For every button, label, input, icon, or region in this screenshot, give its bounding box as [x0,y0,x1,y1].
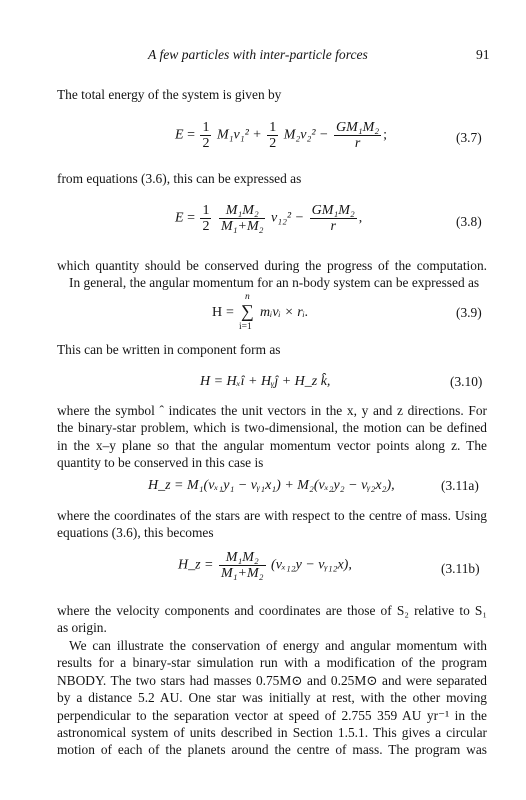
text-line: NBODY. The two stars had masses 0.75M⊙ and 0.25M⊙ and were separated [57,672,487,688]
sum-upper-limit: n [245,292,250,302]
eq-lhs: H [212,305,223,320]
frac-den: M₁+M₂ [221,566,264,581]
frac-num: 1 [202,120,210,135]
frac-den: 2 [202,136,210,151]
eq-term: M₁v₁² + [216,127,262,143]
equation-number-3-7: (3.7) [456,130,482,145]
equation-number-3-11b: (3.11b) [441,561,480,576]
eq-tail: , [358,210,363,226]
text-line: quantity to be conserved in this case is [57,455,264,471]
text-line: the binary-star problem, which is two-dimensional, the motion can be defined [57,420,487,436]
paragraph-velocity-components [57,602,487,637]
equation-number-3-11a: (3.11a) [441,478,479,493]
frac-num: GM₁M₂ [336,120,380,135]
eq-term: v₁₂² − [270,210,305,226]
fraction [267,120,278,151]
running-title: A few particles with inter-particle forces [148,47,368,62]
text-line: We can illustrate the conservation of energy and angular momentum with [69,638,487,653]
paragraph-total-energy [57,86,487,103]
equation-3-11b [178,550,352,581]
equation-number-3-10: (3.10) [450,374,483,389]
text-line: which quantity should be conserved during the progress of the computation. [57,258,487,273]
frac-den: r [354,136,361,151]
page-header [0,47,526,63]
eq-term: mᵢvᵢ × rᵢ. [260,305,309,320]
paragraph-unit-vectors [57,402,487,472]
fraction [200,120,211,151]
sum-lower-limit: i=1 [239,322,252,332]
fraction [219,203,266,234]
frac-num: 1 [269,120,277,135]
fraction [310,203,357,234]
frac-den: 2 [202,219,210,234]
text-line: results for a binary-star simulation run with a modification of the program [57,655,487,671]
eq-lhs: E [175,210,184,226]
paragraph-conserved [57,257,487,292]
text-line: perpendicular to the separation vector at speed of 2.755 359 AU yr⁻¹ in the [57,707,487,723]
fraction [219,550,266,581]
paragraph-component-form [57,341,487,358]
sigma-icon: ∑ [241,301,254,321]
frac-num: M₁M₂ [219,203,266,219]
frac-num: GM₁M₂ [311,203,355,218]
paragraph-centre-of-mass [57,507,487,542]
equation-3-8: E = $\frac{1}{2}$ $\frac{\text{M₁M₂}}{\text{M₁+M₂}}$ v₁₂² − $\frac{\text{GM₁M₂}}{r}$ , [175,203,363,234]
text-line: motion of each of the planets around the centre of mass. The program was [57,742,487,758]
book-page: A few particles with inter-particle forces 91 The total energy of the system is given by E = $\frac{1}{2}$ M₁v₁² + $\frac{1}{2}$ M₂v₂² − $\frac{\text{GM₁M₂}}{r}$ ; (3.7) from equations (3.6), this can be expressed as E = $\frac{1}{2}$ $\frac{\text{M₁M₂}}{\text{M₁+M₂}}$ v₁₂² − $\frac{\text{GM₁M₂}}{r}$ , (3.8) which quantity should be conserved during the progress of the computation. In general, the angular momentum for an n-body system can be expressed as H = n ∑ i=1 mᵢvᵢ × rᵢ. (3.9) This can be written in component form as H = Hₓî + Hᵧĵ + H_z k̂, (3.10) where the symbol ˆ indicates the unit vectors in the x, y and z directions. For the binary-star problem, which is two-dimensional, the motion can be defined in the x–y plane so that the angular momentum vector points along z. The quantity to be conserved in this case is H_z = M₁(vₓ₁y₁ − vᵧ₁x₁) + M₂(vₓ₂y₂ − vᵧ₂x₂), (3.11a) where the coordinates of the stars are with respect to the centre of mass. Using equations (3.6), this becomes H_z = $\frac{\text{M₁M₂}}{\text{M₁+M₂}}$ (vₓ₁₂y − vᵧ₁₂x), (3.11b) where the velocity components and coordinates are those of S₂ relative to S₁ as origin. We can illustrate the conservation of energy and angular momentum with results for a binary-star simulation run with a modification of the program NBODY. The two stars had masses 0.75M⊙ and 0.25M⊙ and were separated by a distance 5.2 AU. One star was initially at rest, with the other moving perpendicular to the separation vector at speed of 2.755 359 AU yr⁻¹ in the astronomical system of units described in Section 1.5.1. This gives a circular motion of each of the planets around the centre of mass. The program was [0,0,526,800]
frac-num: M₁M₂ [219,550,266,566]
frac-den: 2 [269,136,277,151]
text-line: In general, the angular momentum for an n-body system can be expressed as [69,275,480,291]
equation-3-11a: H_z = M₁(vₓ₁y₁ − vᵧ₁x₁) + M₂(vₓ₂y₂ − vᵧ₂x₂), [148,478,395,493]
fraction [200,203,211,234]
paragraph-expressed [57,170,487,187]
equation-number-3-9: (3.9) [456,305,482,320]
eq-tail: ; [383,127,388,143]
text-line: where the velocity components and coordinates are those of S₂ relative to S₁ [57,603,487,618]
text-line: equations (3.6), this becomes [57,525,214,541]
frac-num: 1 [202,203,210,218]
eq-lhs: H_z = [178,557,214,573]
text-line: where the symbol ˆ indicates the unit vectors in the x, y and z directions. For [57,403,487,418]
frac-den: r [330,219,336,234]
text-line: astronomical system of units described in Section 1.5.1. This gives a circular [57,724,487,740]
text-line: in the x–y plane so that the angular momentum vector points along z. The [57,437,487,453]
frac-den: M₁+M₂ [220,219,264,234]
eq-lhs: E [175,127,184,143]
fraction [334,120,381,151]
equation-number-3-8: (3.8) [456,214,482,229]
page-number: 91 [476,47,490,62]
text-line: where the coordinates of the stars are with respect to the centre of mass. Using [57,508,487,523]
paragraph-simulation [57,637,487,759]
text-line: The total energy of the system is given by [57,87,282,102]
text-line: by a distance 5.2 AU. One star was initially at rest, with the other moving [57,690,487,706]
equation-3-7: E = $\frac{1}{2}$ M₁v₁² + $\frac{1}{2}$ M₂v₂² − $\frac{\text{GM₁M₂}}{r}$ ; [175,120,388,151]
eq-term: (vₓ₁₂y − vᵧ₁₂x), [271,557,352,573]
text-line: from equations (3.6), this can be expressed as [57,171,302,186]
equation-3-10: H = Hₓî + Hᵧĵ + H_z k̂, [200,374,331,389]
eq-term: M₂v₂² − [283,127,329,143]
text-line: as origin. [57,620,107,636]
text-line: This can be written in component form as [57,342,281,357]
